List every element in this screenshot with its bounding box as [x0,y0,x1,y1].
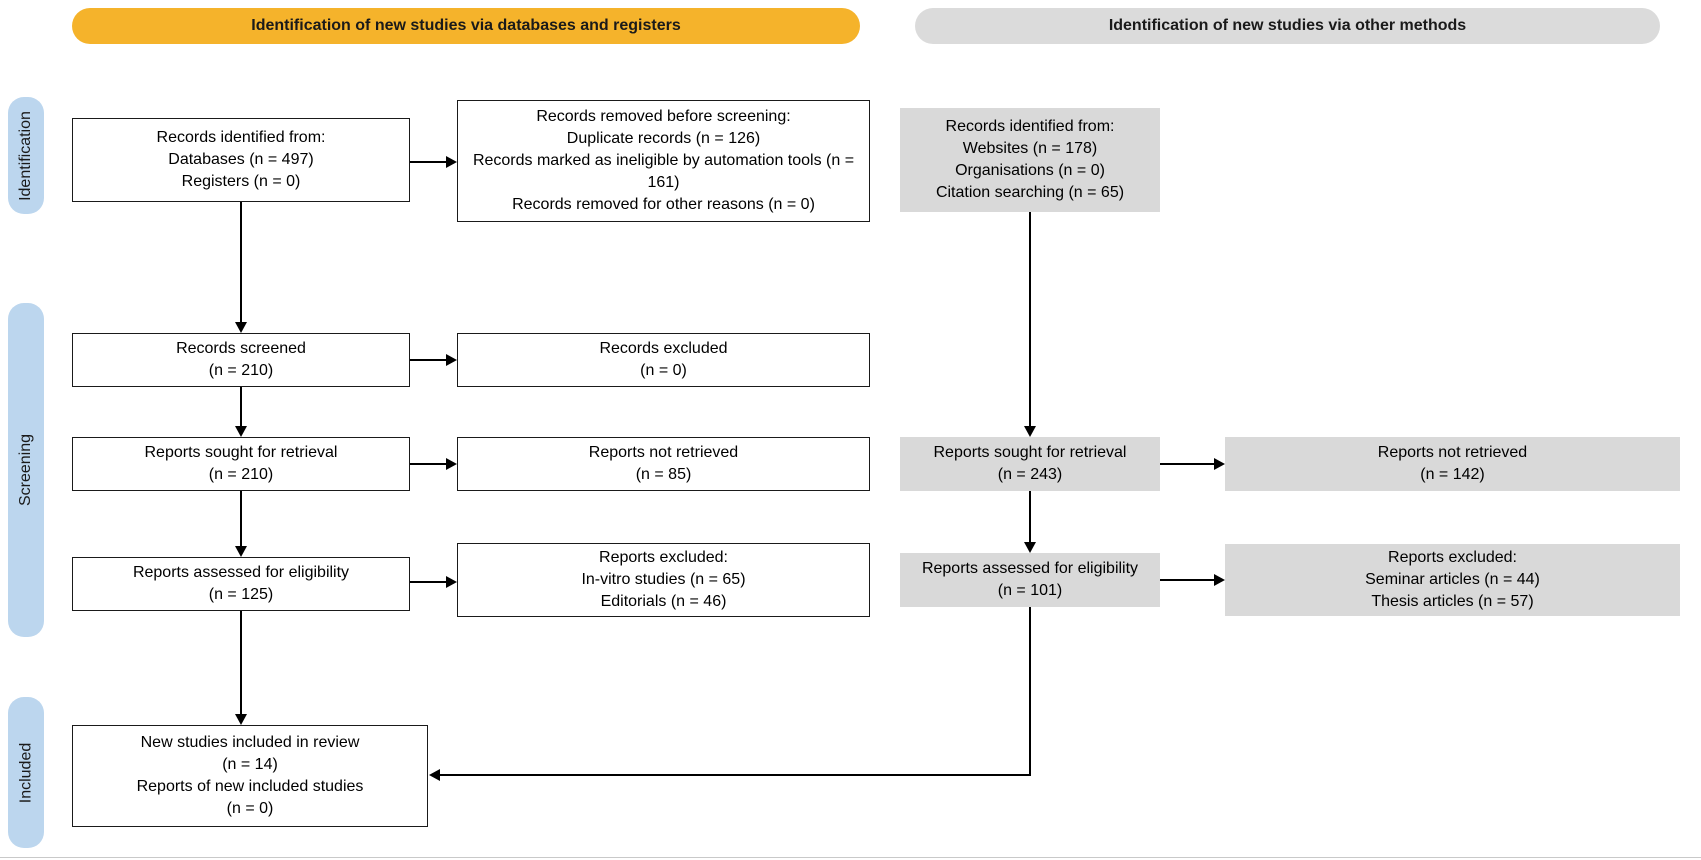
connector-line [1160,463,1214,465]
box-line: (n = 142) [1420,466,1485,483]
connector-line [410,581,446,583]
box-line: (n = 210) [208,466,274,483]
stage-pill-screening [8,303,44,637]
box-line: Reports of new included studies [136,778,364,795]
box-line: (n = 125) [208,586,274,603]
box-line: (n = 101) [997,582,1063,599]
arrow-other-sought-to-not-retrieved [1214,458,1225,470]
box-line: Thesis articles (n = 57) [1371,593,1534,610]
arrow-other-identified-to-sought [1024,426,1036,437]
arrow-screened-to-excluded [446,354,457,366]
connector-line [410,463,446,465]
box-reports-excluded-databases [457,543,870,617]
connector-line [240,202,242,322]
arrow-other-sought-to-assessed [1024,542,1036,553]
box-line: Records removed before screening: [536,108,791,125]
connector-line [240,387,242,426]
box-line: Reports not retrieved [588,444,739,461]
arrow-other-assessed-to-reports-excluded [1214,574,1225,586]
box-records-excluded [457,333,870,387]
box-line: Editorials (n = 46) [600,593,727,610]
connector-line [1029,212,1031,426]
box-records-identified-databases [72,118,410,202]
box-line: Reports assessed for eligibility [132,564,350,581]
box-line: Records identified from: [945,118,1115,135]
box-records-screened [72,333,410,387]
connector-line [440,774,1031,776]
arrow-sought-to-not-retrieved [446,458,457,470]
stage-pill-included [8,697,44,848]
box-line: Citation searching (n = 65) [935,184,1125,201]
box-line: Records identified from: [156,129,326,146]
box-line: (n = 210) [208,362,274,379]
stage-pill-identification [8,97,44,214]
box-reports-assessed-other [900,553,1160,607]
box-line: Records screened [176,340,306,357]
box-line: Seminar articles (n = 44) [1365,571,1540,588]
box-reports-assessed-databases [72,557,410,611]
box-line: Organisations (n = 0) [955,162,1105,179]
box-line: Reports sought for retrieval [933,444,1127,461]
box-line: New studies included in review [140,734,360,751]
banner-databases-label: Identification of new studies via databases and registers [251,17,681,34]
box-line: In-vitro studies (n = 65) [581,571,746,588]
box-line: Websites (n = 178) [962,140,1098,157]
box-line: (n = 243) [997,466,1063,483]
box-line: (n = 14) [222,756,278,773]
arrow-assessed-to-included [235,714,247,725]
stage-included-label: Included [17,742,34,803]
box-line: (n = 85) [635,466,692,483]
box-line: Records removed for other reasons (n = 0) [512,196,815,213]
connector-line [410,359,446,361]
arrow-sought-to-assessed [235,546,247,557]
arrow-screened-to-sought [235,426,247,437]
box-reports-not-retrieved-databases [457,437,870,491]
box-line: Records excluded [599,340,728,357]
box-line: Registers (n = 0) [181,173,301,190]
box-line: Reports excluded: [1388,549,1517,566]
box-line: (n = 0) [640,362,687,379]
box-line: Reports excluded: [599,549,728,566]
box-line: Databases (n = 497) [168,151,314,168]
bottom-divider [0,857,1701,858]
connector-line [1160,579,1214,581]
box-line: Reports not retrieved [1377,444,1528,461]
box-line: Duplicate records (n = 126) [566,130,761,147]
stage-identification-label: Identification [17,110,34,201]
connector-line [240,491,242,546]
box-reports-excluded-other [1225,544,1680,616]
box-records-identified-other [900,108,1160,212]
box-line: Records marked as ineligible by automation tools (n = 161) [472,152,855,191]
box-reports-not-retrieved-other [1225,437,1680,491]
connector-line [1029,491,1031,542]
connector-line [240,611,242,714]
stage-screening-label: Screening [17,433,35,507]
box-line: Reports sought for retrieval [144,444,338,461]
box-new-studies-included [72,725,428,827]
banner-databases-registers [72,8,860,44]
connector-line [410,161,446,163]
banner-other-methods-label: Identification of new studies via other methods [1108,17,1467,34]
arrow-identified-to-screened [235,322,247,333]
arrow-assessed-to-reports-excluded [446,576,457,588]
box-line: (n = 0) [226,800,274,817]
banner-other-methods [915,8,1660,44]
box-line: Reports assessed for eligibility [921,560,1139,577]
box-reports-sought-other [900,437,1160,491]
arrow-identified-to-removed [446,156,457,168]
box-records-removed-before-screening [457,100,870,222]
connector-line [1029,607,1031,776]
arrow-other-assessed-to-included [429,769,440,781]
box-reports-sought-databases [72,437,410,491]
